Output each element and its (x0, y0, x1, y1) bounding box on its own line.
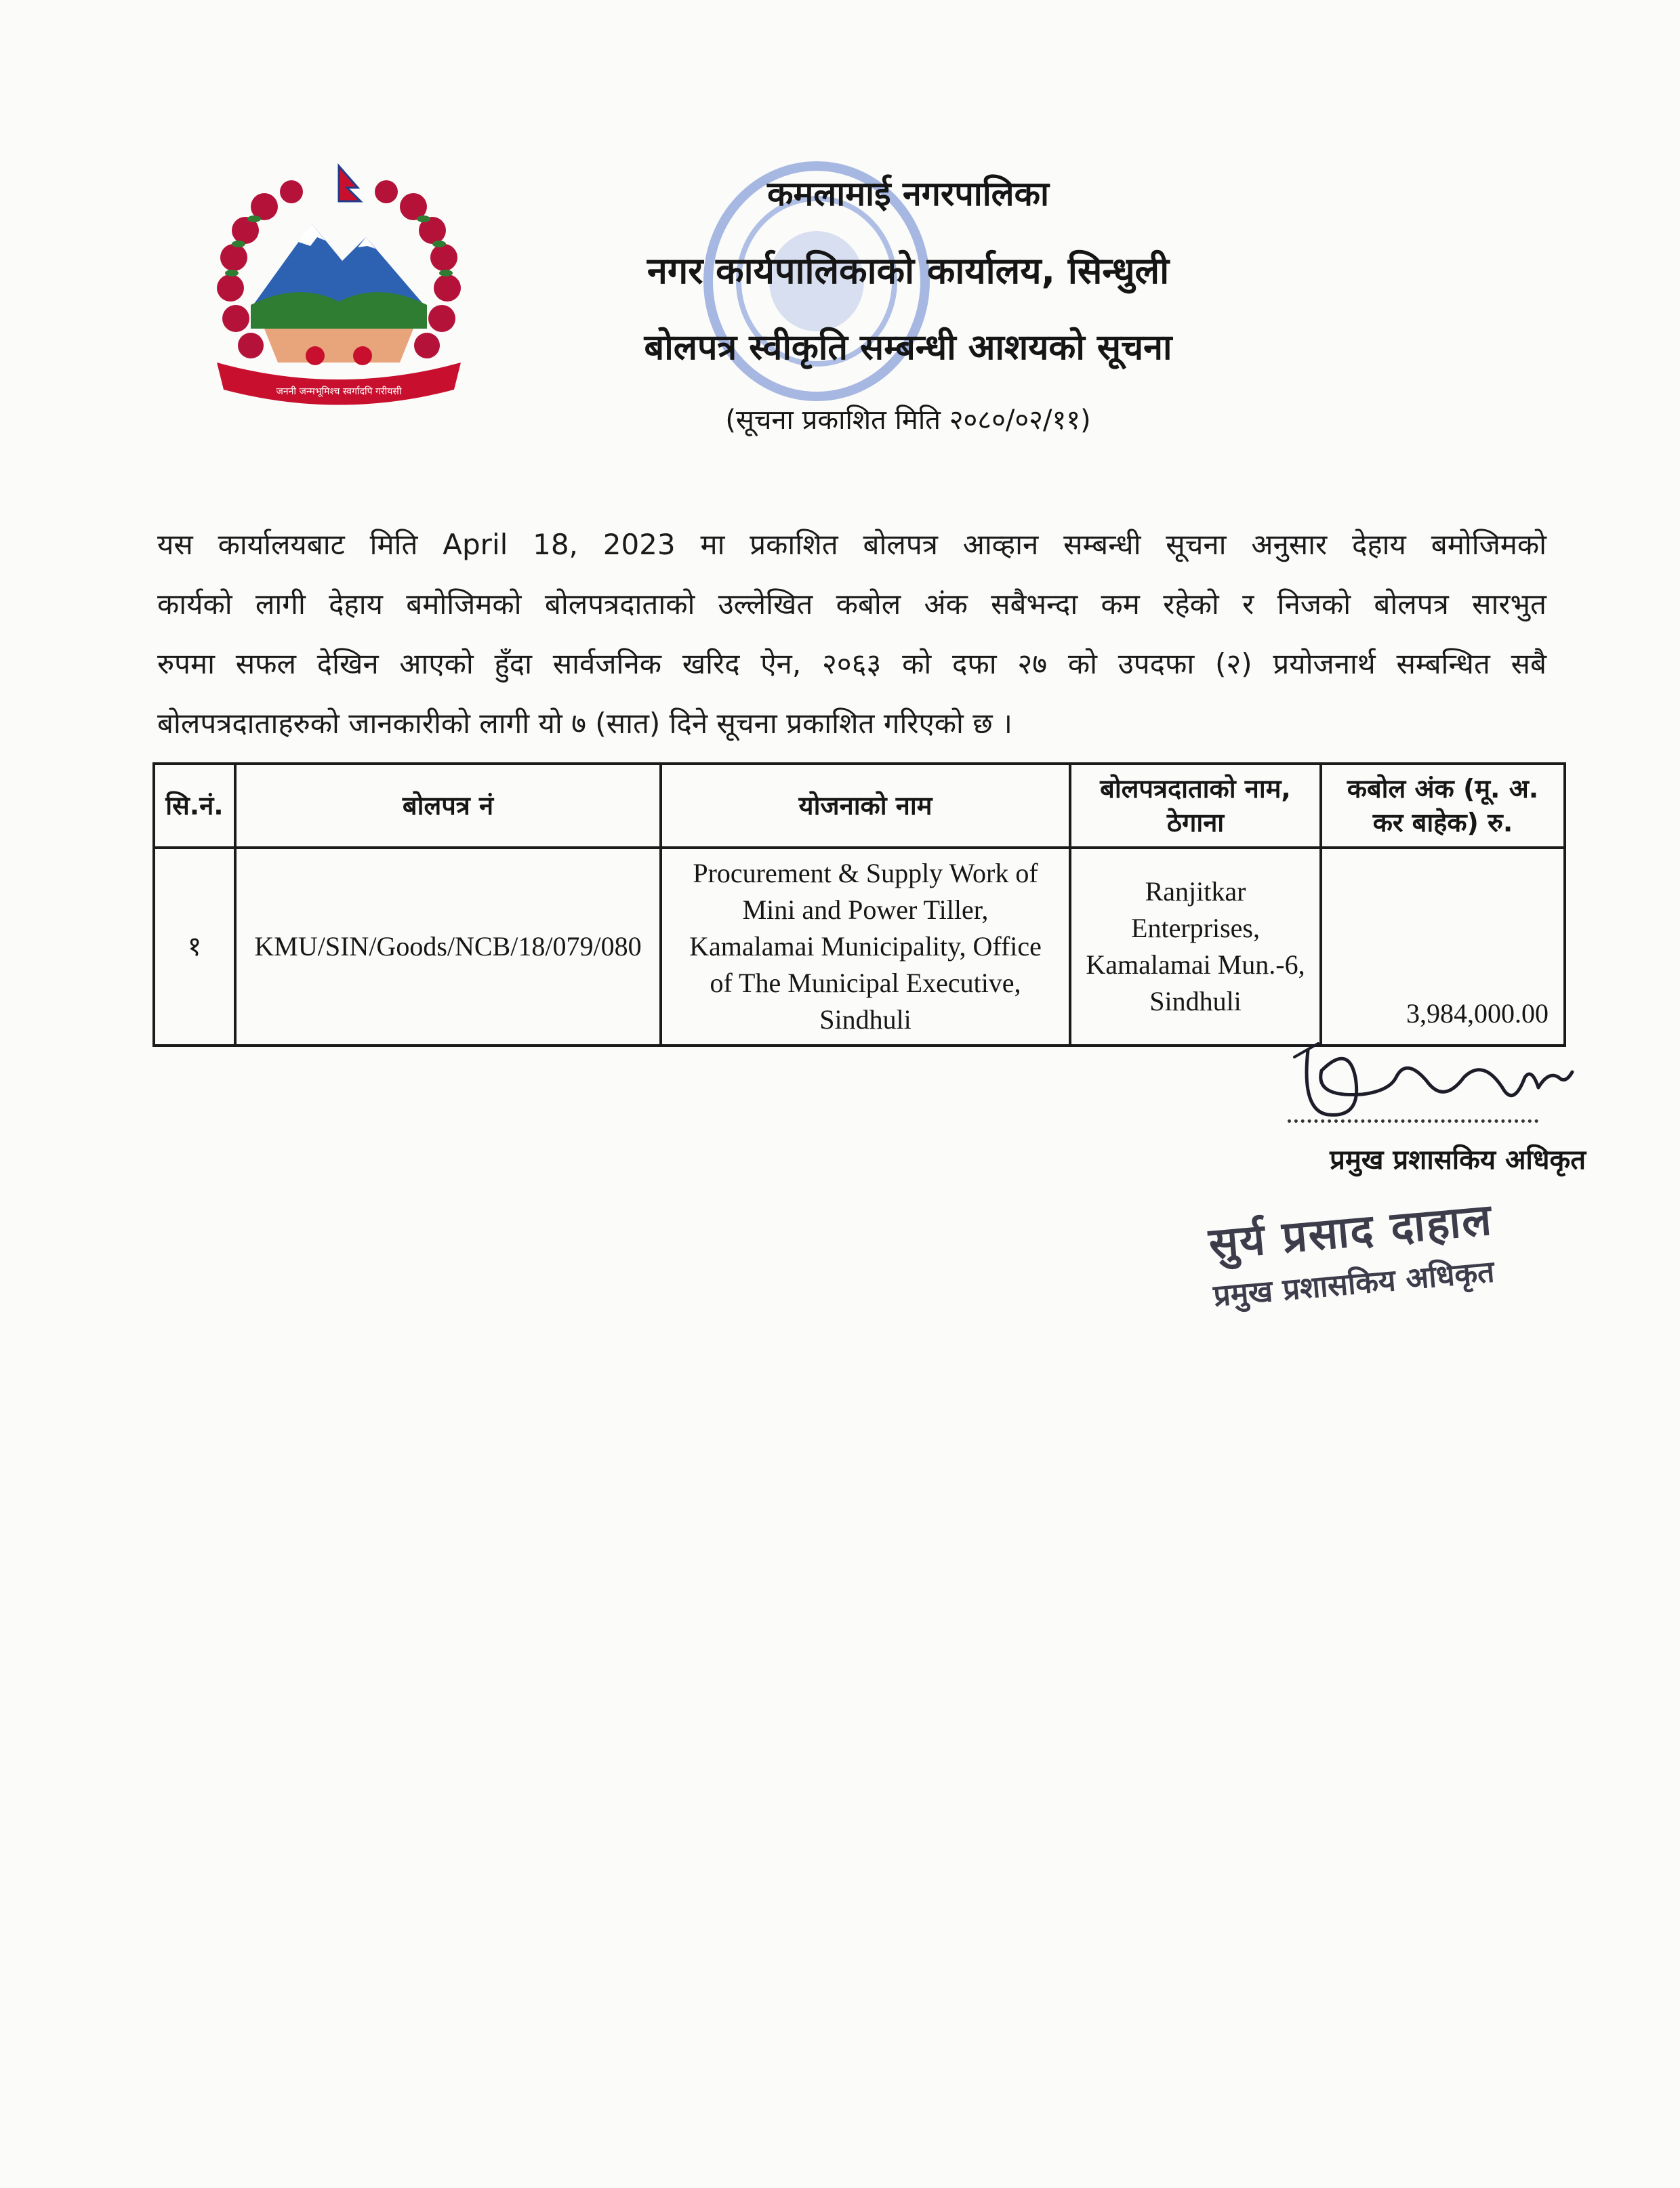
bid-table (152, 762, 1566, 1047)
ribbon-banner (217, 363, 461, 405)
project-line: Sindhuli (819, 1004, 911, 1035)
notice-title: बोलपत्र स्वीकृति सम्बन्धी आशयको सूचना (644, 327, 1172, 368)
cell-project (661, 848, 1070, 1046)
notice-body (157, 515, 1546, 754)
table-row (154, 848, 1565, 1046)
project-line: Kamalamai Municipality, Office (689, 931, 1042, 962)
body-line: कार्यको लागी देहाय बमोजिमको बोलपत्रदाताको उल्लेखित कबोल अंक सबैभन्दा कम रहेको र निजको बोलपत्र सारभुत (157, 587, 1546, 621)
flag-icon (339, 166, 361, 201)
signature-line (1288, 1119, 1538, 1123)
body-line: रुपमा सफल देखिन आएको हुँदा सार्वजनिक खरिद ऐन, २०६३ को दफा २७ को उपदफा (२) प्रयोजनार्थ सम्बन्धित सबै (157, 647, 1546, 680)
cell-amount: 3,984,000.00 (1321, 848, 1565, 1046)
body-line: यस कार्यालयबाट मिति April 18, 2023 मा प्रकाशित बोलपत्र आव्हान सम्बन्धी सूचना अनुसार देहाय बमोजिमको (157, 528, 1546, 561)
header-amount-l2: कर बाहेक) रु. (1372, 808, 1513, 838)
header-bidder (1070, 764, 1321, 848)
bidder-line: Enterprises, (1131, 913, 1260, 943)
cell-bid-no: KMU/SIN/Goods/NCB/18/079/080 (235, 848, 661, 1046)
name-stamp (1206, 1182, 1569, 1348)
header-bidder-l2: ठेगाना (1166, 808, 1225, 838)
cell-sn: १ (154, 848, 235, 1046)
signatory-designation: प्रमुख प्रशासकिय अधिकृत (1330, 1144, 1586, 1176)
header-sn: सि.नं. (154, 764, 235, 848)
header-amount (1321, 764, 1565, 848)
publication-date: (सूचना प्रकाशित मिति २०८०/०२/११) (725, 405, 1091, 436)
project-line: Mini and Power Tiller, (742, 894, 989, 925)
header-project: योजनाको नाम (661, 764, 1070, 848)
bidder-line: Sindhuli (1149, 986, 1242, 1016)
body-line: बोलपत्रदाताहरुको जानकारीको लागी यो ७ (सात) दिने सूचना प्रकाशित गरिएको छ । (157, 707, 1012, 740)
office-name: नगर कार्यपालिकाको कार्यालय, सिन्धुली (647, 249, 1170, 292)
bidder-line: Ranjitkar (1145, 876, 1246, 907)
header-amount-l1: कबोल अंक (मू. अ. (1347, 774, 1539, 804)
project-line: of The Municipal Executive, (710, 968, 1021, 998)
cell-bidder (1070, 848, 1321, 1046)
ribbon-text: जननी जन्मभूमिश्च स्वर्गादपि गरीयसी (276, 386, 402, 397)
bidder-line: Kamalamai Mun.-6, (1086, 949, 1305, 980)
municipality-name: कमलामाई नगरपालिका (767, 174, 1049, 213)
header-bid-no: बोलपत्र नं (235, 764, 661, 848)
table-header-row (154, 764, 1565, 848)
project-line: Procurement & Supply Work of (693, 858, 1038, 888)
header-bidder-l1: बोलपत्रदाताको नाम, (1100, 774, 1291, 804)
stamp-designation: प्रमुख प्रशासकिय अधिकृत (1212, 1254, 1496, 1314)
stamp-name: सुर्य प्रसाद दाहाल (1206, 1195, 1495, 1270)
